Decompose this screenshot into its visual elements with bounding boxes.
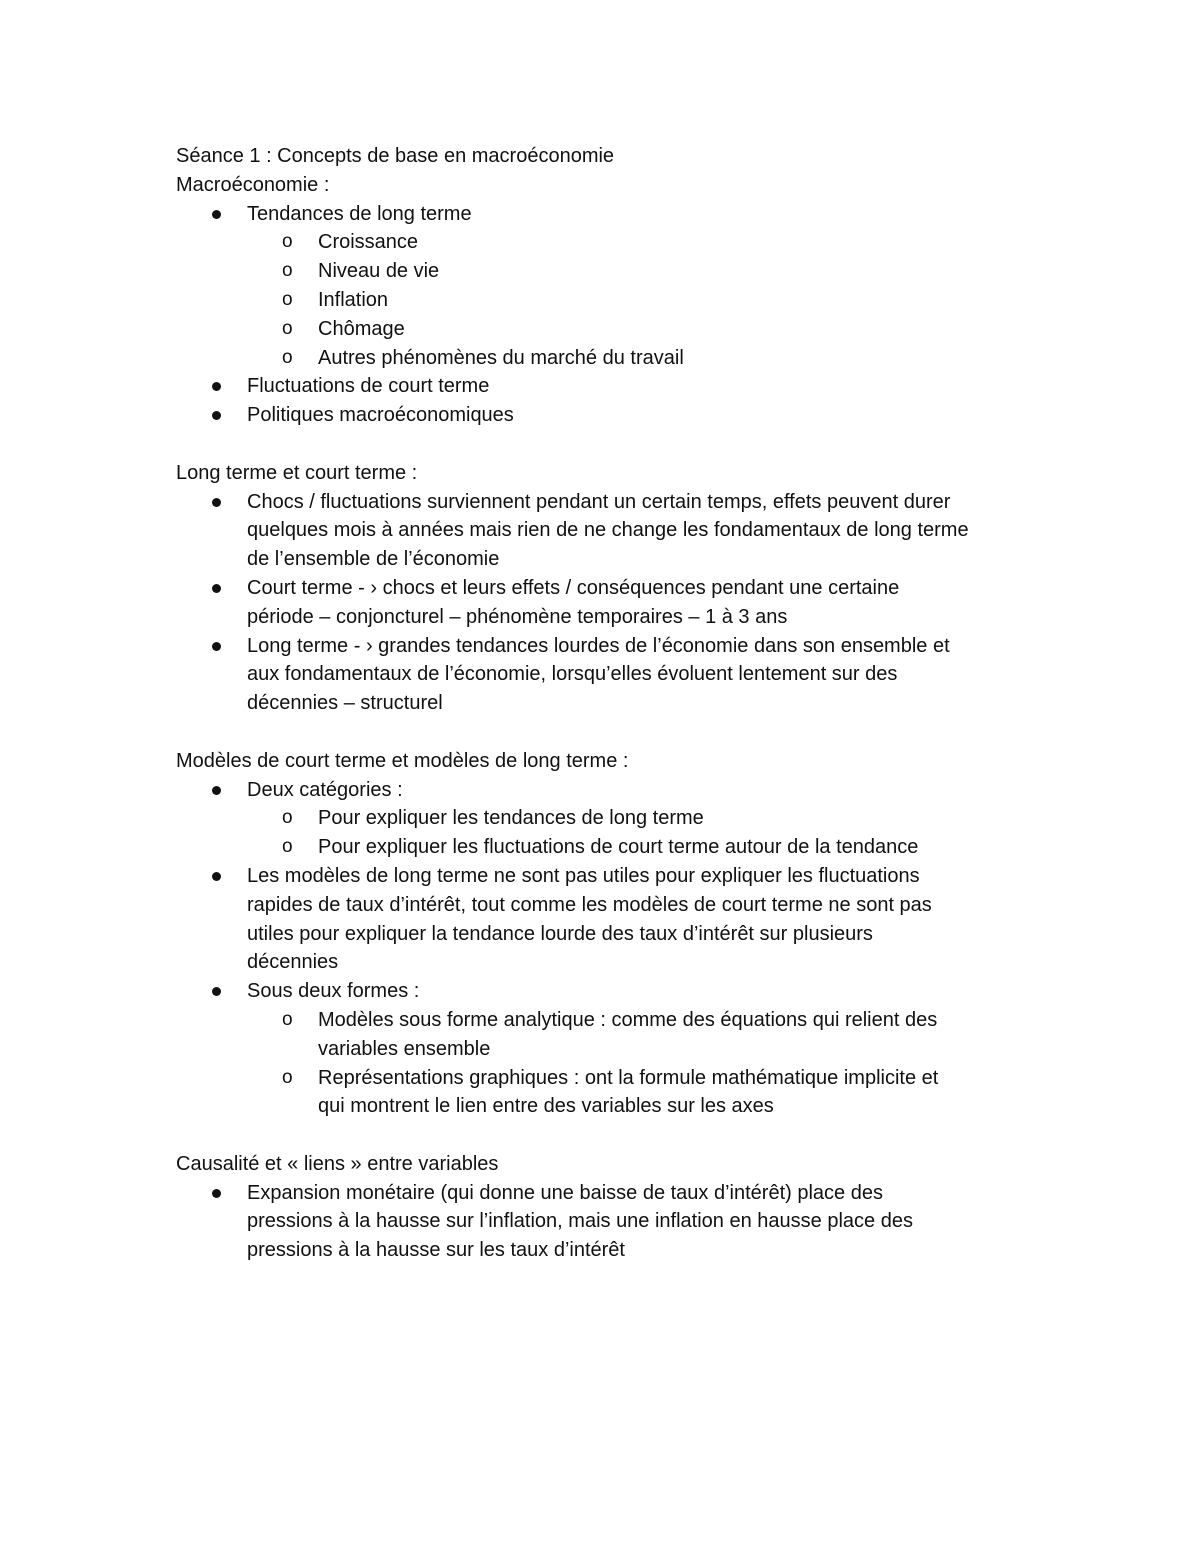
circle-bullet-icon: o bbox=[282, 807, 293, 829]
sub-list-item bbox=[247, 257, 1036, 286]
list-item-text: Deux catégories : bbox=[247, 778, 403, 801]
list-item bbox=[176, 488, 1036, 574]
list-item bbox=[176, 574, 1036, 632]
section-heading-long-court-terme: Long terme et court terme : bbox=[176, 461, 418, 484]
circle-bullet-icon: o bbox=[282, 288, 293, 310]
sub-list-item-text: Autres phénomènes du marché du travail bbox=[318, 346, 684, 369]
list-item-line: Expansion monétaire (qui donne une baisse de taux d’intérêt) place des bbox=[247, 1181, 883, 1204]
list-item-line: Chocs / fluctuations surviennent pendant un certain temps, effets peuvent durer bbox=[247, 490, 951, 513]
section-heading-causalite: Causalité et « liens » entre variables bbox=[176, 1152, 499, 1175]
sub-list-item bbox=[247, 833, 1036, 862]
list-item-line: rapides de taux d’intérêt, tout comme les modèles de court terme ne sont pas bbox=[247, 893, 932, 916]
circle-bullet-icon: o bbox=[282, 260, 293, 282]
sub-bullet-list bbox=[247, 1006, 1036, 1121]
sub-list-item bbox=[247, 344, 1036, 373]
sub-list-item-line: qui montrent le lien entre des variables sur les axes bbox=[318, 1095, 774, 1118]
sub-list-item-text: Niveau de vie bbox=[318, 260, 440, 283]
sub-list-item bbox=[247, 1064, 1036, 1122]
bullet-dot-icon bbox=[212, 210, 221, 219]
section-heading-macroeconomie: Macroéconomie : bbox=[176, 173, 330, 196]
circle-bullet-icon: o bbox=[282, 231, 293, 253]
bullet-dot-icon bbox=[212, 786, 221, 795]
bullet-list bbox=[176, 200, 1036, 430]
paragraph-spacer bbox=[176, 718, 1036, 747]
sub-list-item bbox=[247, 315, 1036, 344]
list-item-line: aux fondamentaux de l’économie, lorsqu’elles évoluent lentement sur des bbox=[247, 663, 898, 686]
circle-bullet-icon: o bbox=[282, 317, 293, 339]
sub-list-item-text: Pour expliquer les fluctuations de court terme autour de la tendance bbox=[318, 836, 919, 859]
list-item-line: de l’ensemble de l’économie bbox=[247, 548, 500, 571]
bullet-list bbox=[176, 1179, 1036, 1265]
sub-list-item-line: variables ensemble bbox=[318, 1037, 491, 1060]
list-item-line: Les modèles de long terme ne sont pas utiles pour expliquer les fluctuations bbox=[247, 864, 920, 887]
list-item-text: Fluctuations de court terme bbox=[247, 375, 490, 398]
sub-bullet-list bbox=[247, 228, 1036, 372]
list-item-line: Long terme - › grandes tendances lourdes de l’économie dans son ensemble et bbox=[247, 634, 950, 657]
bullet-dot-icon bbox=[212, 642, 221, 651]
list-item bbox=[176, 862, 1036, 977]
list-item-line: pressions à la hausse sur l’inflation, mais une inflation en hausse place des bbox=[247, 1210, 913, 1233]
bullet-list bbox=[176, 776, 1036, 1122]
circle-bullet-icon: o bbox=[282, 836, 293, 858]
list-item bbox=[176, 977, 1036, 1121]
sub-list-item bbox=[247, 228, 1036, 257]
list-item-text: Tendances de long terme bbox=[247, 202, 472, 225]
bullet-dot-icon bbox=[212, 987, 221, 996]
bullet-dot-icon bbox=[212, 584, 221, 593]
document-body bbox=[176, 142, 1036, 1265]
sub-list-item-text: Inflation bbox=[318, 288, 389, 311]
circle-bullet-icon: o bbox=[282, 346, 293, 368]
sub-list-item bbox=[247, 1006, 1036, 1064]
sub-list-item bbox=[247, 286, 1036, 315]
list-item-line: décennies bbox=[247, 951, 339, 974]
list-item-line: décennies – structurel bbox=[247, 692, 443, 715]
list-item bbox=[176, 1179, 1036, 1265]
list-item bbox=[176, 200, 1036, 373]
list-item bbox=[176, 372, 1036, 401]
circle-bullet-icon: o bbox=[282, 1066, 293, 1088]
list-item-line: Court terme - › chocs et leurs effets / conséquences pendant une certaine bbox=[247, 576, 900, 599]
bullet-list bbox=[176, 488, 1036, 718]
list-item-text: Sous deux formes : bbox=[247, 980, 420, 1003]
bullet-dot-icon bbox=[212, 1189, 221, 1198]
bullet-dot-icon bbox=[212, 411, 221, 420]
list-item bbox=[176, 776, 1036, 862]
document-title: Séance 1 : Concepts de base en macroéconomie bbox=[176, 145, 615, 167]
sub-list-item-line: Représentations graphiques : ont la formule mathématique implicite et bbox=[318, 1066, 939, 1089]
list-item-line: utiles pour expliquer la tendance lourde des taux d’intérêt sur plusieurs bbox=[247, 922, 873, 945]
bullet-dot-icon bbox=[212, 498, 221, 507]
list-item-line: pressions à la hausse sur les taux d’intérêt bbox=[247, 1239, 625, 1262]
bullet-dot-icon bbox=[212, 872, 221, 881]
sub-list-item bbox=[247, 804, 1036, 833]
circle-bullet-icon: o bbox=[282, 1008, 293, 1030]
list-item-line: période – conjoncturel – phénomène temporaires – 1 à 3 ans bbox=[247, 605, 788, 628]
sub-list-item-text: Pour expliquer les tendances de long terme bbox=[318, 807, 704, 830]
paragraph-spacer bbox=[176, 430, 1036, 459]
sub-list-item-line: Modèles sous forme analytique : comme des équations qui relient des bbox=[318, 1008, 938, 1031]
section-heading-modeles: Modèles de court terme et modèles de long terme : bbox=[176, 749, 629, 772]
bullet-dot-icon bbox=[212, 382, 221, 391]
list-item bbox=[176, 401, 1036, 430]
sub-list-item-text: Chômage bbox=[318, 317, 405, 340]
paragraph-spacer bbox=[176, 1121, 1036, 1150]
list-item-line: quelques mois à années mais rien de ne change les fondamentaux de long terme bbox=[247, 519, 969, 542]
list-item-text: Politiques macroéconomiques bbox=[247, 404, 514, 427]
sub-list-item-text: Croissance bbox=[318, 231, 419, 254]
list-item bbox=[176, 632, 1036, 718]
sub-bullet-list bbox=[247, 804, 1036, 862]
